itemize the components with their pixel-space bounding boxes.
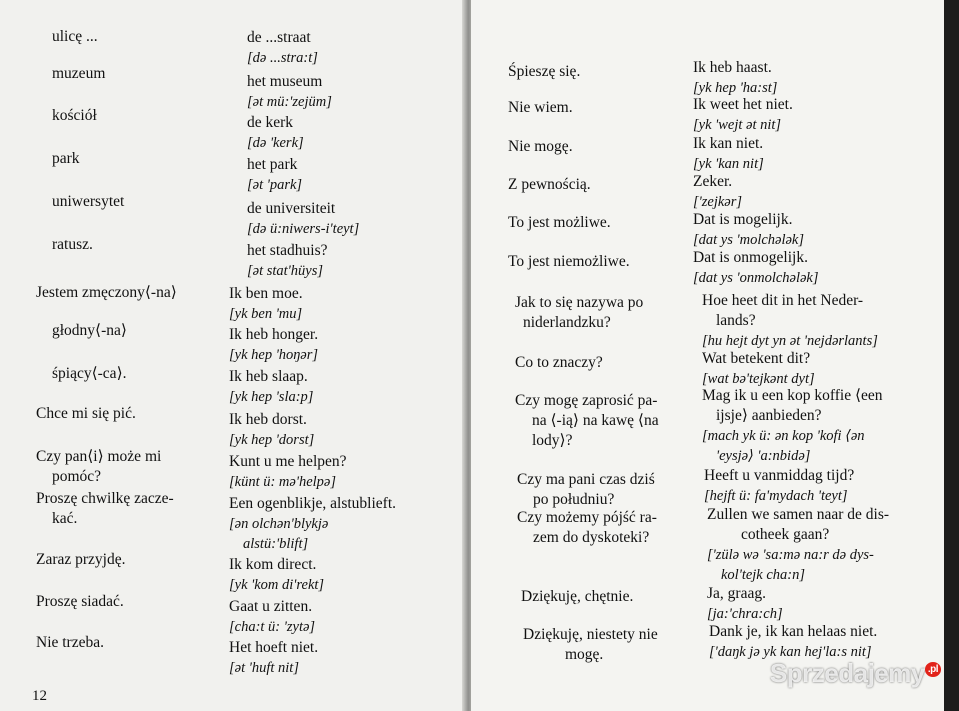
dutch-phrase: Zeker. xyxy=(693,173,733,190)
pronunciation: [dat ys 'molchələk] xyxy=(693,232,805,248)
pronunciation: [ja:'chra:ch] xyxy=(707,606,783,622)
list-item xyxy=(229,494,396,554)
list-item xyxy=(229,597,315,637)
dutch-phrase: het park xyxy=(247,156,298,173)
list-item xyxy=(247,113,304,153)
dutch-phrase: Ik weet het niet. xyxy=(693,96,793,113)
list-item xyxy=(52,364,127,384)
list-item xyxy=(52,27,98,47)
list-item xyxy=(693,58,777,98)
polish-phrase: Zaraz przyjdę. xyxy=(36,551,126,568)
list-item xyxy=(508,252,630,272)
list-item xyxy=(52,106,97,126)
polish-phrase: Co to znaczy? xyxy=(515,354,603,371)
list-item xyxy=(36,447,161,487)
pronunciation: [yk hep 'ha:st] xyxy=(693,80,778,96)
dutch-phrase: Mag ik u een kop koffie ⟨een xyxy=(702,387,883,404)
list-item xyxy=(707,584,783,624)
dutch-phrase: Zullen we samen naar de dis- xyxy=(707,506,890,523)
polish-phrase: Czy mogę zaprosić pa- xyxy=(515,392,658,409)
list-item xyxy=(36,283,177,303)
dutch-phrase: de kerk xyxy=(247,114,294,131)
list-item xyxy=(36,550,126,570)
pronunciation-continued: 'eysjə⟩ 'a:nbidə] xyxy=(716,448,811,464)
list-item xyxy=(36,404,136,424)
pronunciation-continued: alstü:'blift] xyxy=(243,536,309,552)
pronunciation: [yk 'kan nit] xyxy=(693,156,764,172)
dutch-phrase-continued: lands? xyxy=(716,312,756,329)
list-item xyxy=(702,349,815,389)
dutch-phrase: Heeft u vanmiddag tijd? xyxy=(704,467,855,484)
list-item xyxy=(229,367,313,407)
dutch-phrase: Ik heb slaap. xyxy=(229,368,308,385)
polish-phrase-continued: lody⟩? xyxy=(532,432,573,449)
polish-phrase: ratusz. xyxy=(52,236,93,253)
dutch-phrase: Dat is onmogelijk. xyxy=(693,249,808,266)
list-item xyxy=(523,625,658,665)
pronunciation: [hejft ü: fa'mydach 'teyt] xyxy=(704,488,848,504)
list-item xyxy=(52,235,93,255)
list-item xyxy=(52,321,127,341)
list-item xyxy=(36,633,104,653)
dutch-phrase: Ik kan niet. xyxy=(693,135,764,152)
dutch-phrase: Een ogenblikje, alstublieft. xyxy=(229,495,397,512)
polish-phrase: To jest niemożliwe. xyxy=(508,253,630,270)
pronunciation: ['zülə wə 'sa:mə na:r də dys- xyxy=(707,547,874,563)
page-number: 12 xyxy=(32,688,47,704)
pronunciation: [də ...stra:t] xyxy=(247,50,318,66)
polish-phrase-continued: niderlandzku? xyxy=(523,314,611,331)
polish-phrase: śpiący⟨-ca⟩. xyxy=(52,365,127,382)
list-item xyxy=(702,291,878,351)
list-item xyxy=(693,134,764,174)
pronunciation: [ət 'park] xyxy=(247,177,303,193)
pronunciation: [yk ben 'mu] xyxy=(229,306,303,322)
pronunciation: [dat ys 'onmolchələk] xyxy=(693,270,819,286)
dutch-phrase: Dank je, ik kan helaas niet. xyxy=(709,623,878,640)
polish-phrase: ulicę ... xyxy=(52,28,98,45)
pronunciation: [yk 'kom di'rekt] xyxy=(229,577,325,593)
polish-phrase: Czy pan⟨i⟩ może mi xyxy=(36,448,162,465)
polish-phrase-continued: kać. xyxy=(52,510,78,527)
list-item xyxy=(704,466,854,506)
list-item xyxy=(693,210,804,250)
dutch-phrase: Wat betekent dit? xyxy=(702,350,811,367)
pronunciation: [mach yk ü: ən kop 'kofi ⟨ən xyxy=(702,428,865,444)
polish-phrase: Dziękuję, chętnie. xyxy=(521,588,634,605)
pronunciation: [wat bə'tejkənt dyt] xyxy=(702,371,815,387)
dutch-phrase-continued: cotheek gaan? xyxy=(741,526,830,543)
polish-phrase-continued: mogę. xyxy=(565,646,604,663)
list-item xyxy=(229,555,324,595)
list-item xyxy=(707,505,889,585)
watermark-text: Sprzedajemy xyxy=(769,658,925,688)
right-page xyxy=(471,0,944,711)
list-item xyxy=(229,452,347,492)
list-item xyxy=(247,28,318,68)
polish-phrase: muzeum xyxy=(52,65,106,82)
polish-phrase: Nie mogę. xyxy=(508,138,573,155)
dutch-phrase: Ja, graag. xyxy=(707,585,766,602)
polish-phrase: kościół xyxy=(52,107,97,124)
list-item xyxy=(709,622,877,662)
list-item xyxy=(247,199,359,239)
list-item xyxy=(508,98,573,118)
pronunciation: [yk hep 'dorst] xyxy=(229,432,315,448)
list-item xyxy=(36,489,174,529)
dutch-phrase: Ik ben moe. xyxy=(229,285,303,302)
polish-phrase: Z pewnością. xyxy=(508,176,591,193)
polish-phrase-continued: po południu? xyxy=(533,491,615,508)
list-item xyxy=(52,149,80,169)
list-item xyxy=(517,508,657,548)
list-item xyxy=(247,72,332,112)
pronunciation: [yk hep 'hoŋər] xyxy=(229,347,319,363)
polish-phrase: To jest możliwe. xyxy=(508,214,611,231)
polish-phrase: Nie wiem. xyxy=(508,99,573,116)
polish-phrase: Proszę siadać. xyxy=(36,593,124,610)
list-item xyxy=(52,192,124,212)
pronunciation-continued: kol'tejk cha:n] xyxy=(721,567,806,583)
list-item xyxy=(229,284,303,324)
dutch-phrase: Ik heb haast. xyxy=(693,59,772,76)
dutch-phrase: Het hoeft niet. xyxy=(229,639,319,656)
list-item xyxy=(521,587,633,607)
dutch-phrase: Kunt u me helpen? xyxy=(229,453,347,470)
polish-phrase: Nie trzeba. xyxy=(36,634,104,651)
list-item xyxy=(247,241,328,281)
polish-phrase: Czy możemy pójść ra- xyxy=(517,509,657,526)
list-item xyxy=(508,137,573,157)
polish-phrase: Śpieszę się. xyxy=(508,63,581,80)
pronunciation: [hu hejt dyt yn ət 'nejdərlants] xyxy=(702,333,878,349)
list-item xyxy=(52,64,105,84)
list-item xyxy=(247,155,302,195)
pronunciation: [ən olchən'blykjə xyxy=(229,516,329,532)
polish-phrase: Proszę chwilkę zacze- xyxy=(36,490,174,507)
pronunciation: [yk hep 'sla:p] xyxy=(229,389,314,405)
list-item xyxy=(229,325,318,365)
list-item xyxy=(229,410,314,450)
dutch-phrase: Gaat u zitten. xyxy=(229,598,313,615)
dutch-phrase: Hoe heet dit in het Neder- xyxy=(702,292,864,309)
pronunciation: [ət 'huft nit] xyxy=(229,660,299,676)
dutch-phrase: Dat is mogelijk. xyxy=(693,211,793,228)
list-item xyxy=(515,293,677,333)
pronunciation: ['daŋk jə yk kan hej'la:s nit] xyxy=(709,644,872,660)
pronunciation: [ət mü:'zejüm] xyxy=(247,94,332,110)
list-item xyxy=(515,391,659,451)
watermark-logo xyxy=(770,658,941,689)
pronunciation: [yk 'wejt ət nit] xyxy=(693,117,782,133)
polish-phrase: Jak to się nazywa po xyxy=(515,294,644,311)
list-item xyxy=(693,248,819,288)
list-item xyxy=(693,95,793,135)
list-item xyxy=(508,62,580,82)
dutch-phrase: het museum xyxy=(247,73,323,90)
list-item xyxy=(702,386,883,466)
dutch-phrase: de universiteit xyxy=(247,200,336,217)
list-item xyxy=(515,353,603,373)
list-item xyxy=(517,470,655,510)
polish-phrase-continued: zem do dyskoteki? xyxy=(533,529,650,546)
left-page xyxy=(0,0,468,711)
pronunciation: [də 'kerk] xyxy=(247,135,304,151)
dutch-phrase-continued: ijsje⟩ aanbieden? xyxy=(716,407,822,424)
dutch-phrase: de ...straat xyxy=(247,29,311,46)
dutch-phrase: Ik heb honger. xyxy=(229,326,319,343)
background-edge xyxy=(944,0,959,711)
list-item xyxy=(508,175,591,195)
polish-phrase-continued: na ⟨-ią⟩ na kawę ⟨na xyxy=(532,412,659,429)
watermark-tld: .pl xyxy=(925,662,941,677)
polish-phrase-continued: pomóc? xyxy=(52,468,102,485)
polish-phrase: Czy ma pani czas dziś xyxy=(517,471,655,488)
polish-phrase: Dziękuję, niestety nie xyxy=(523,626,658,643)
dutch-phrase: het stadhuis? xyxy=(247,242,328,259)
polish-phrase: park xyxy=(52,150,80,167)
pronunciation: [də ü:niwers-i'teyt] xyxy=(247,221,360,237)
list-item xyxy=(508,213,611,233)
polish-phrase: głodny⟨-na⟩ xyxy=(52,322,127,339)
pronunciation: [ət stat'hüys] xyxy=(247,263,324,279)
dutch-phrase: Ik heb dorst. xyxy=(229,411,307,428)
pronunciation: ['zejkər] xyxy=(693,194,743,210)
polish-phrase: Jestem zmęczony⟨-na⟩ xyxy=(36,284,177,301)
list-item xyxy=(693,172,742,212)
pronunciation: [cha:t ü: 'zytə] xyxy=(229,619,316,635)
list-item xyxy=(229,638,318,678)
polish-phrase: uniwersytet xyxy=(52,193,125,210)
dutch-phrase: Ik kom direct. xyxy=(229,556,317,573)
polish-phrase: Chce mi się pić. xyxy=(36,405,136,422)
pronunciation: [künt ü: mə'helpə] xyxy=(229,474,336,490)
list-item xyxy=(36,592,124,612)
